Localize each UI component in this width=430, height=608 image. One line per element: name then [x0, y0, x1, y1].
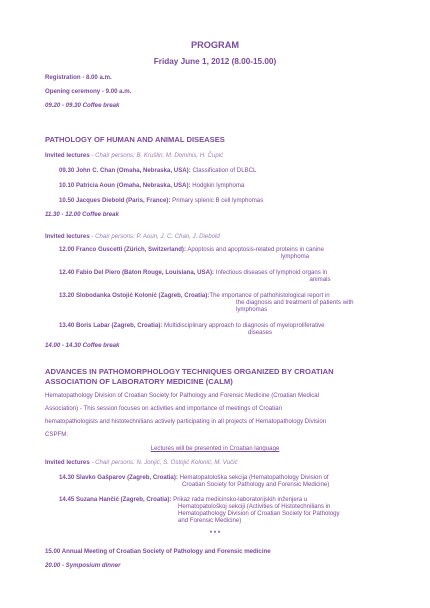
- session-description: Association) - This session focuses on activities and importance of meetings of Croatian: [45, 405, 282, 412]
- lecture-speaker: 14.30 Slavko Gašparov (Zagreb, Croatia):: [59, 474, 178, 481]
- lecture-speaker: 12.00 Franco Guscetti (Zürich, Switzerland):: [59, 246, 186, 253]
- section-title-advances-cont: ASSOCIATION OF LABORATORY MEDICINE (CALM): [45, 377, 233, 386]
- lecture-speaker: 13.20 Slobodanka Ostojić Kolonić (Zagreb, Croatia):: [59, 292, 210, 299]
- invited-label: Invited lectures: [45, 152, 90, 159]
- separator-asterisks: * * *: [209, 530, 221, 537]
- invited-lectures-1: [45, 152, 223, 160]
- chair-persons: - Chair persons: P. Aoun, J. C. Chan, J. Diebold: [89, 233, 220, 240]
- lecture-title-cont: Hematopatološkoj sekciji (Activities of Histotechnilians in: [178, 503, 331, 510]
- section-title-pathology: PATHOLOGY OF HUMAN AND ANIMAL DISEASES: [45, 135, 225, 144]
- program-date: Friday June 1, 2012 (8.00-15.00): [153, 57, 277, 66]
- lecture-item: [59, 182, 244, 189]
- lecture-title-cont: lymphoma: [280, 253, 310, 260]
- session-description: Hematopathology Division of Croatian Society for Pathology and Forensic Medicine (Croatian Medical: [45, 392, 320, 399]
- lecture-speaker: 14.45 Suzana Hančić (Zagreb, Croatia):: [59, 496, 172, 503]
- registration-line: Registration - 8.00 a.m.: [45, 74, 112, 81]
- lecture-title-cont: diseases: [247, 329, 273, 336]
- session-description: CSPFM.: [45, 431, 69, 438]
- lecture-title-cont: animals: [309, 276, 331, 283]
- lecture-title: Classification of DLBCL: [192, 167, 257, 174]
- lecture-item: [59, 197, 263, 204]
- lecture-title-cont: Hematopathology Division of Croatian Society for Pathology: [178, 510, 340, 517]
- lecture-speaker: 10.10 Patricia Aoun (Omaha, Nebraska, USA):: [59, 182, 191, 189]
- symposium-dinner-line: 20.00 - Symposium dinner: [45, 562, 121, 569]
- session-description: hematopathologists and histotechnilians actively participating in all projects of Hematopathology Division: [45, 418, 327, 425]
- section-title-advances: ADVANCES IN PATHOMORPHOLOGY TECHNIQUES ORGANIZED BY CROATIAN: [45, 367, 334, 376]
- lecture-title-cont: the diagnosis and treatment of patients with: [236, 299, 354, 306]
- coffee-break-1: 09.20 - 09.30 Coffee break: [45, 102, 120, 109]
- invited-label: Invited lectures: [45, 233, 90, 240]
- lecture-title-cont: Croatian Society for Pathology and Forensic Medicine): [182, 481, 330, 488]
- lecture-title: Primary splenic B cell lymphomas: [172, 197, 264, 204]
- opening-line: Opening ceremony - 9.00 a.m.: [45, 88, 132, 95]
- coffee-break-3: 14.00 - 14.30 Coffee break: [45, 342, 120, 349]
- lecture-speaker: 13.40 Boris Labar (Zagreb, Croatia):: [59, 322, 163, 329]
- lecture-title-cont: lymphomas: [236, 306, 268, 313]
- lecture-item: [59, 167, 256, 174]
- invited-lectures-2: [45, 233, 220, 241]
- lecture-title: Hodgkin lymphoma: [192, 182, 245, 189]
- invited-lectures-3: [45, 459, 238, 467]
- lecture-speaker: 10.50 Jacques Diebold (Paris, France):: [59, 197, 171, 204]
- lecture-title: Hematopatološka sekcija (Hematopathology Division of: [179, 474, 329, 481]
- lecture-title: Prikaz rada medicinsko-laboratorijskih inženjera u: [173, 496, 308, 503]
- lecture-title: Apoptosis and apoptosis-related proteins in canine: [187, 246, 324, 253]
- lecture-title: Infectious diseases of lymphoid organs in: [215, 269, 328, 276]
- lecture-title: The importance of pathohistological report in: [209, 292, 330, 299]
- lecture-title-cont: and Forensic Medicine): [178, 517, 242, 524]
- chair-persons: - Chair persons: B. Krušlin, M. Dominis, H. Čupić: [89, 152, 224, 159]
- lecture-speaker: 12.40 Fabio Del Piero (Baton Rouge, Louisiana, USA):: [59, 269, 215, 276]
- lecture-speaker: 09.30 John C. Chan (Omaha, Nebraska, USA):: [59, 167, 191, 174]
- page-title: PROGRAM: [191, 40, 239, 50]
- chair-persons: - Chair persons: N. Jonjić, S. Ostojić Kolonić, M. Vučić: [89, 459, 238, 466]
- invited-label: Invited lectures: [45, 459, 90, 466]
- coffee-break-2: 11.30 - 12.00 Coffee break: [45, 211, 119, 218]
- language-note: Lectures will be presented in Croatian language: [150, 445, 280, 452]
- lecture-title: Multidisciplinary approach to diagnosis of myeloproliferative: [164, 322, 325, 329]
- annual-meeting-line: 15.00 Annual Meeting of Croatian Society of Pathology and Forensic medicine: [45, 548, 271, 555]
